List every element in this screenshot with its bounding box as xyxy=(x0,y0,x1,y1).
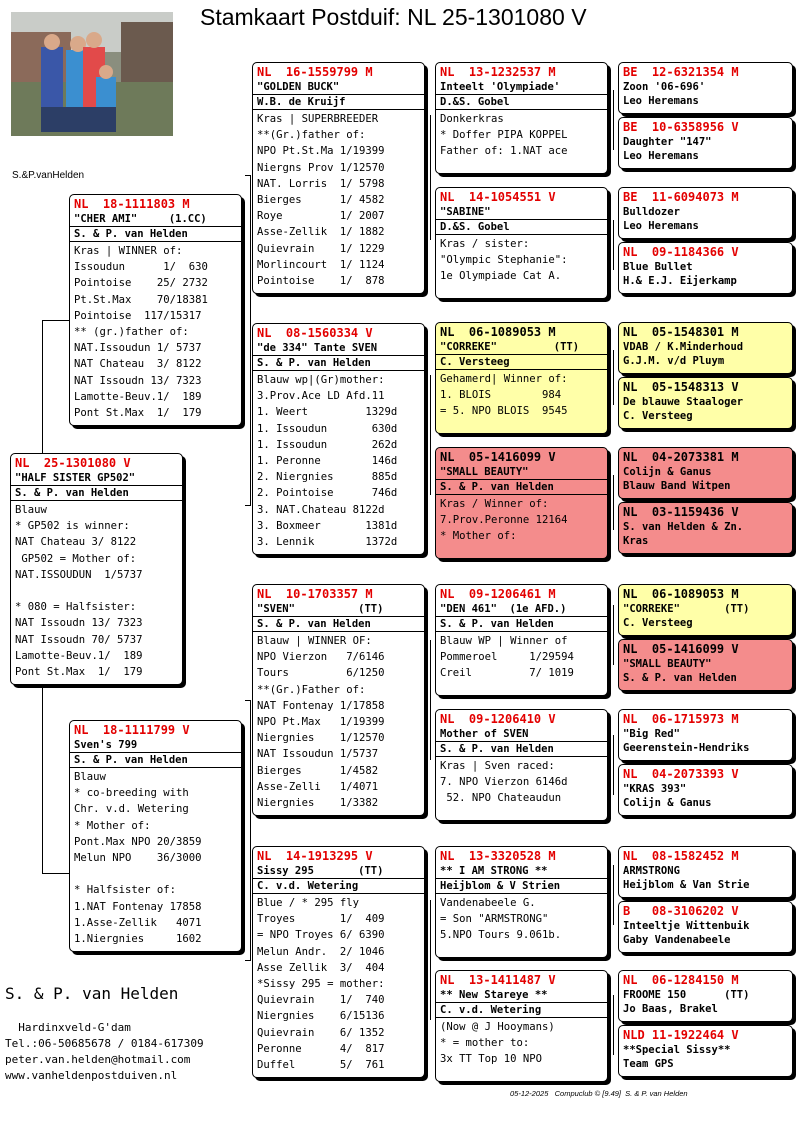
ring-number: BE 12-6321354 M xyxy=(623,65,739,79)
note-line xyxy=(74,866,237,882)
note-line: Melun Andr. 2/ 1046 xyxy=(257,945,385,958)
connector xyxy=(613,995,614,1055)
note-line: NAT.Issoudun 1/ 5737 xyxy=(74,342,202,355)
note-line: **(Gr.)father of: xyxy=(257,129,366,142)
pigeon-name: Sissy 295 (TT) xyxy=(257,865,384,877)
note-line: Tours 6/1250 xyxy=(257,667,385,680)
pedigree-card-mfm[interactable] xyxy=(435,709,608,821)
connector xyxy=(250,175,251,505)
note-line: Blauw WP | Winner of xyxy=(440,635,568,647)
pedigree-card-fmm[interactable] xyxy=(435,447,608,559)
pedigree-card-g10[interactable] xyxy=(618,639,793,691)
note-line: 1.NAT Fontenay 17858 xyxy=(74,900,202,913)
pigeon-owner: D.&S. Gobel xyxy=(436,219,607,234)
connector xyxy=(613,865,614,925)
note-line: Peronne 4/ 817 xyxy=(257,1042,385,1055)
connector xyxy=(42,320,69,321)
pigeon-owner: S. & P. van Helden xyxy=(623,672,737,684)
note-line: NAT Fontenay 1/17858 xyxy=(257,699,385,712)
note-line: Niergnies 6/15136 xyxy=(257,1010,385,1023)
note-line: Issoudun 1/ 630 xyxy=(74,261,208,274)
connector xyxy=(250,700,251,960)
ring-number: NL 13-3320528 M xyxy=(440,849,556,863)
note-line: Gehamerd| Winner of: xyxy=(440,373,568,385)
ring-number: NL 10-1703357 M xyxy=(257,587,373,601)
pigeon-owner: Blauw Band Witpen xyxy=(623,480,731,492)
pigeon-name: "SABINE" xyxy=(440,206,491,218)
pigeon-name: "KRAS 393" xyxy=(623,783,687,795)
note-line: Kras / Winner of: xyxy=(440,498,549,510)
connector xyxy=(613,350,614,405)
note-line: NPO Vierzon 7/6146 xyxy=(257,651,385,664)
ring-number: NL 04-2073381 M xyxy=(623,450,739,464)
note-line: Pointoise 25/ 2732 xyxy=(74,277,208,290)
pigeon-owner: C. Versteeg xyxy=(623,410,693,422)
note-line: = 5. NPO BLOIS 9545 xyxy=(440,405,568,418)
note-line: Niergnies 1/12570 xyxy=(257,732,385,745)
note-line: Father of: 1.NAT ace xyxy=(440,145,568,158)
pedigree-card-subject[interactable] xyxy=(10,453,183,685)
pedigree-card-fmf[interactable] xyxy=(435,322,608,434)
ring-number: NL 25-1301080 V xyxy=(15,456,131,470)
ring-number: NL 13-1232537 M xyxy=(440,65,556,79)
pedigree-card-g1[interactable] xyxy=(618,62,793,114)
note-line: Asse-Zellik 1/ 1882 xyxy=(257,226,385,239)
pigeon-owner: C. v.d. Wetering xyxy=(253,878,424,893)
note-line: NAT.ISSOUDUN 1/5737 xyxy=(15,568,143,581)
note-line: Kras | SUPERBREEDER xyxy=(257,113,379,125)
note-line: Pointoise 117/15317 xyxy=(74,309,202,322)
note-line: * Halfsister of: xyxy=(74,884,177,897)
note-line: Asse Zellik 3/ 404 xyxy=(257,961,385,974)
note-line: NPO Pt.Max 1/19399 xyxy=(257,716,385,729)
ring-number: NL 06-1089053 M xyxy=(623,587,739,601)
note-line: Quievrain 6/ 1352 xyxy=(257,1026,385,1039)
pigeon-owner: Geerenstein-Hendriks xyxy=(623,742,750,754)
note-line xyxy=(15,583,178,599)
pigeon-name: "GOLDEN BUCK" xyxy=(257,81,340,93)
connector xyxy=(42,873,69,874)
note-line: * co-breeding with xyxy=(74,787,189,800)
pigeon-name: ** I AM STRONG ** xyxy=(440,865,548,877)
note-line: 1. BLOIS 984 xyxy=(440,389,562,402)
pedigree-card-mm[interactable] xyxy=(252,846,425,1078)
note-line: Niergns Prov 1/12570 xyxy=(257,161,385,174)
pigeon-name: "CORREKE" (TT) xyxy=(440,341,580,353)
note-line: = Son "ARMSTRONG" xyxy=(440,913,549,926)
ring-number: NL 05-1416099 V xyxy=(440,450,556,464)
pigeon-owner: Team GPS xyxy=(623,1058,674,1070)
note-line: NAT Chateau 3/ 8122 xyxy=(74,358,202,371)
pigeon-name: "CORREKE" (TT) xyxy=(623,603,750,615)
note-line: Pt.St.Max 70/18381 xyxy=(74,293,208,306)
print-info: 05-12-2025 Compuclub © [9.49] S. & P. van Helden xyxy=(510,1089,688,1098)
connector xyxy=(42,688,43,873)
pedigree-card-g15[interactable] xyxy=(618,970,793,1022)
breeder-name: S. & P. van Helden xyxy=(5,984,179,1003)
pigeon-name: Zoon '06-696' xyxy=(623,81,706,93)
pigeon-name: De blauwe Staaloger xyxy=(623,396,744,408)
note-line: Kras / sister: xyxy=(440,238,530,250)
pedigree-card-g11[interactable] xyxy=(618,709,793,761)
note-line: NAT Issoudn 70/ 5737 xyxy=(15,633,143,646)
pigeon-notes xyxy=(436,631,607,682)
note-line: Troyes 1/ 409 xyxy=(257,913,385,926)
note-line: Bierges 1/4582 xyxy=(257,764,379,777)
pigeon-name: "CHER AMI" (1.CC) xyxy=(74,213,207,225)
pigeon-notes xyxy=(436,494,607,545)
pigeon-name: VDAB / K.Minderhoud xyxy=(623,341,744,353)
ring-number: NL 13-1411487 V xyxy=(440,973,556,987)
pigeon-owner: D.&S. Gobel xyxy=(436,94,607,109)
pedigree-card-g6[interactable] xyxy=(618,377,793,429)
note-line: ** (gr.)father of: xyxy=(74,326,189,339)
note-line: Chr. v.d. Wetering xyxy=(74,803,189,816)
note-line: * = mother to: xyxy=(440,1037,530,1050)
note-line: 5.NPO Tours 9.061b. xyxy=(440,929,562,942)
pedigree-card-g5[interactable] xyxy=(618,322,793,374)
pigeon-owner: S. & P. van Helden xyxy=(70,752,241,767)
note-line: Roye 1/ 2007 xyxy=(257,210,385,223)
breeder-contact xyxy=(5,1020,204,1084)
note-line: NAT Issoudn 13/ 7323 xyxy=(74,374,202,387)
note-line: Blauw xyxy=(74,771,106,783)
ring-number: NL 05-1548301 M xyxy=(623,325,739,339)
pedigree-card-mmf[interactable] xyxy=(435,846,608,958)
note-line: Creil 7/ 1019 xyxy=(440,667,574,680)
contact-phone: Tel.:06-50685678 / 0184-617309 xyxy=(5,1037,204,1050)
pigeon-notes xyxy=(253,109,424,289)
ring-number: NL 03-1159436 V xyxy=(623,505,739,519)
contact-email[interactable]: peter.van.helden@hotmail.com xyxy=(5,1053,191,1066)
pigeon-owner: Gaby Vandenabeele xyxy=(623,934,731,946)
pigeon-name: FROOME 150 (TT) xyxy=(623,989,750,1001)
pigeon-notes xyxy=(436,234,607,285)
connector xyxy=(245,175,251,176)
connector xyxy=(245,960,251,961)
pigeon-notes xyxy=(70,767,241,947)
contact-website[interactable]: www.vanheldenpostduiven.nl xyxy=(5,1069,178,1082)
ring-number: NL 06-1284150 M xyxy=(623,973,739,987)
pedigree-card-mmm[interactable] xyxy=(435,970,608,1082)
pigeon-name: "HALF SISTER GP502" xyxy=(15,472,136,484)
note-line: Blauw | WINNER OF: xyxy=(257,635,372,647)
pigeon-owner: Heijblom & Van Strie xyxy=(623,879,750,891)
pigeon-owner: Kras xyxy=(623,535,649,547)
note-line: Morlincourt 1/ 1124 xyxy=(257,258,385,271)
note-line: Pont.Max NPO 20/3859 xyxy=(74,835,202,848)
connector xyxy=(613,605,614,665)
pigeon-owner: Colijn & Ganus xyxy=(623,797,712,809)
note-line: 3. NAT.Chateau 8122d xyxy=(257,503,385,516)
ring-number: NL 14-1913295 V xyxy=(257,849,373,863)
pigeon-name: "Big Red" xyxy=(623,728,680,740)
note-line: Vandenabeele G. xyxy=(440,897,536,909)
pigeon-owner: W.B. de Kruijf xyxy=(253,94,424,109)
note-line: NAT Issoudun 1/5737 xyxy=(257,748,379,761)
ring-number: NL 09-1206461 M xyxy=(440,587,556,601)
note-line: 1.Niergnies 1602 xyxy=(74,933,202,946)
connector xyxy=(42,320,43,455)
connector xyxy=(245,700,251,701)
pigeon-notes xyxy=(436,369,607,420)
pedigree-card-father[interactable] xyxy=(69,194,242,426)
note-line: Donkerkras xyxy=(440,113,504,125)
pedigree-card-g13[interactable] xyxy=(618,846,793,898)
note-line: Duffel 5/ 761 xyxy=(257,1059,385,1072)
note-line: * Mother of: xyxy=(440,530,517,543)
pigeon-name: Blue Bullet xyxy=(623,261,693,273)
connector xyxy=(430,900,431,1020)
pigeon-owner: Jo Baas, Brakel xyxy=(623,1003,718,1015)
note-line: = NPO Troyes 6/ 6390 xyxy=(257,929,385,942)
note-line: 1. Issoudun 262d xyxy=(257,438,398,451)
pedigree-card-mf[interactable] xyxy=(252,584,425,816)
note-line: Blauw xyxy=(15,504,47,516)
pigeon-owner: Leo Heremans xyxy=(623,150,699,162)
connector xyxy=(613,735,614,795)
note-line: 3. Boxmeer 1381d xyxy=(257,519,398,532)
pigeon-owner: C. Versteeg xyxy=(436,354,607,369)
pigeon-name: Inteelt 'Olympiade' xyxy=(440,81,561,93)
note-line: 2. Pointoise 746d xyxy=(257,487,398,500)
pedigree-card-ff[interactable] xyxy=(252,62,425,294)
pigeon-name: S. van Helden & Zn. xyxy=(623,521,744,533)
note-line: Lamotte-Beuv.1/ 189 xyxy=(74,390,202,403)
pigeon-owner: C. v.d. Wetering xyxy=(436,1002,607,1017)
ring-number: NL 16-1559799 M xyxy=(257,65,373,79)
ring-number: NL 14-1054551 V xyxy=(440,190,556,204)
pigeon-name: ** New Stareye ** xyxy=(440,989,548,1001)
pigeon-notes xyxy=(253,370,424,550)
pigeon-name: Mother of SVEN xyxy=(440,728,529,740)
note-line: Melun NPO 36/3000 xyxy=(74,852,202,865)
pedigree-card-mother[interactable] xyxy=(69,720,242,952)
note-line: Bierges 1/ 4582 xyxy=(257,194,385,207)
pigeon-name: "de 334" Tante SVEN xyxy=(257,342,378,354)
connector xyxy=(613,90,614,150)
note-line: NPO Pt.St.Ma 1/19399 xyxy=(257,145,385,158)
ring-number: NL 18-1111799 V xyxy=(74,723,190,737)
pedigree-card-g14[interactable] xyxy=(618,901,793,953)
pigeon-notes xyxy=(253,631,424,811)
note-line: 1. Peronne 146d xyxy=(257,455,398,468)
pigeon-owner: S. & P. van Helden xyxy=(436,616,607,631)
note-line: 7. NPO Vierzon 6146d xyxy=(440,776,568,789)
pigeon-name: "DEN 461" (1e AFD.) xyxy=(440,603,567,615)
pedigree-card-ffm[interactable] xyxy=(435,187,608,299)
pedigree-card-fm[interactable] xyxy=(252,323,425,555)
note-line: Pont St.Max 1/ 179 xyxy=(15,666,143,679)
pigeon-notes xyxy=(11,500,182,680)
pedigree-card-g16[interactable] xyxy=(618,1025,793,1077)
breeder-photo xyxy=(11,12,173,136)
ring-number: NLD 11-1922464 V xyxy=(623,1028,739,1042)
pedigree-card-g12[interactable] xyxy=(618,764,793,816)
ring-number: NL 06-1715973 M xyxy=(623,712,739,726)
note-line: Kras | Sven raced: xyxy=(440,760,555,772)
note-line: Asse-Zelli 1/4071 xyxy=(257,780,379,793)
ring-number: BE 11-6094073 M xyxy=(623,190,739,204)
connector xyxy=(430,375,431,495)
note-line: **(Gr.)Father of: xyxy=(257,683,366,696)
ring-number: NL 09-1184366 V xyxy=(623,245,739,259)
pigeon-notes xyxy=(436,1017,607,1068)
pedigree-card-g8[interactable] xyxy=(618,502,793,554)
note-line: 1.Asse-Zellik 4071 xyxy=(74,916,202,929)
pedigree-card-g2[interactable] xyxy=(618,117,793,169)
ring-number: NL 05-1548313 V xyxy=(623,380,739,394)
pigeon-name: "SVEN" (TT) xyxy=(257,603,384,615)
note-line: Quievrain 1/ 740 xyxy=(257,994,385,1007)
ring-number: B 08-3106202 V xyxy=(623,904,739,918)
note-line: NAT Chateau 3/ 8122 xyxy=(15,536,137,549)
pigeon-notes xyxy=(436,756,607,807)
note-line: Niergnies 1/3382 xyxy=(257,797,379,810)
pigeon-owner: G.J.M. v/d Pluym xyxy=(623,355,725,367)
pedigree-card-g9[interactable] xyxy=(618,584,793,636)
contact-location: Hardinxveld-G'dam xyxy=(5,1021,131,1034)
connector xyxy=(430,640,431,760)
note-line: (Now @ J Hooymans) xyxy=(440,1021,555,1033)
breeder-label: S.&P.vanHelden xyxy=(12,170,85,181)
pigeon-owner: Leo Heremans xyxy=(623,95,699,107)
pedigree-card-fff[interactable] xyxy=(435,62,608,174)
pigeon-owner: S. & P. van Helden xyxy=(436,741,607,756)
note-line: Kras | WINNER of: xyxy=(74,245,183,257)
pigeon-name: Sven's 799 xyxy=(74,739,138,751)
connector xyxy=(245,505,251,506)
pigeon-owner: S. & P. van Helden xyxy=(70,226,241,241)
note-line: 52. NPO Chateaudun xyxy=(440,792,562,805)
pedigree-card-g4[interactable] xyxy=(618,242,793,294)
pigeon-owner: C. Versteeg xyxy=(623,617,693,629)
pigeon-owner: S. & P. van Helden xyxy=(436,479,607,494)
pigeon-name: Daughter "147" xyxy=(623,136,712,148)
pigeon-notes xyxy=(70,241,241,421)
note-line: Blue / * 295 fly xyxy=(257,897,360,909)
page-title: Stamkaart Postduif: NL 25-1301080 V xyxy=(200,4,587,30)
note-line: *Sissy 295 = mother: xyxy=(257,978,385,991)
pigeon-notes xyxy=(436,109,607,160)
note-line: * 080 = Halfsister: xyxy=(15,601,137,614)
note-line: * Mother of: xyxy=(74,819,151,832)
note-line: 3. Lennik 1372d xyxy=(257,536,398,549)
ring-number: BE 10-6358956 V xyxy=(623,120,739,134)
pigeon-owner: S. & P. van Helden xyxy=(11,485,182,500)
pedigree-card-mff[interactable] xyxy=(435,584,608,696)
ring-number: NL 08-1582452 M xyxy=(623,849,739,863)
pigeon-name: Inteeltje Wittenbuik xyxy=(623,920,750,932)
pigeon-name: "SMALL BEAUTY" xyxy=(440,466,529,478)
note-line: Quievrain 1/ 1229 xyxy=(257,242,385,255)
note-line: Lamotte-Beuv.1/ 189 xyxy=(15,649,143,662)
note-line: NAT Issoudn 13/ 7323 xyxy=(15,617,143,630)
pedigree-card-g3[interactable] xyxy=(618,187,793,239)
pedigree-card-g7[interactable] xyxy=(618,447,793,499)
ring-number: NL 09-1206410 V xyxy=(440,712,556,726)
pigeon-name: Bulldozer xyxy=(623,206,680,218)
note-line: 3.Prov.Ace LD Afd.11 xyxy=(257,390,385,403)
note-line: * Doffer PIPA KOPPEL xyxy=(440,129,568,142)
pigeon-owner: S. & P. van Helden xyxy=(253,355,424,370)
note-line: 1. Weert 1329d xyxy=(257,406,398,419)
note-line: Pointoise 1/ 878 xyxy=(257,275,385,288)
note-line: Pommeroel 1/29594 xyxy=(440,651,574,664)
pigeon-owner: Heijblom & V Strien xyxy=(436,878,607,893)
connector xyxy=(613,475,614,530)
pigeon-owner: S. & P. van Helden xyxy=(253,616,424,631)
note-line: 1. Issoudun 630d xyxy=(257,422,398,435)
pigeon-name: ARMSTRONG xyxy=(623,865,680,877)
note-line: Blauw wp|(Gr)mother: xyxy=(257,374,385,386)
pigeon-owner: Leo Heremans xyxy=(623,220,699,232)
note-line: Pont St.Max 1/ 179 xyxy=(74,407,202,420)
note-line: 1e Olympiade Cat A. xyxy=(440,270,562,283)
pigeon-name: "SMALL BEAUTY" xyxy=(623,658,712,670)
pigeon-notes xyxy=(436,893,607,944)
note-line: 2. Niergnies 885d xyxy=(257,471,398,484)
note-line: 3x TT Top 10 NPO xyxy=(440,1053,543,1066)
ring-number: NL 06-1089053 M xyxy=(440,325,556,339)
pigeon-notes xyxy=(253,893,424,1073)
note-line: GP502 = Mother of: xyxy=(15,552,137,565)
ring-number: NL 18-1111803 M xyxy=(74,197,190,211)
note-line: NAT. Lorris 1/ 5798 xyxy=(257,177,385,190)
note-line: 7.Prov.Peronne 12164 xyxy=(440,514,568,527)
ring-number: NL 05-1416099 V xyxy=(623,642,739,656)
note-line: * GP502 is winner: xyxy=(15,520,130,533)
pigeon-owner: H.& E.J. Eijerkamp xyxy=(623,275,737,287)
pigeon-name: **Special Sissy** xyxy=(623,1044,731,1056)
connector xyxy=(613,220,614,270)
pigeon-name: Colijn & Ganus xyxy=(623,466,712,478)
ring-number: NL 08-1560334 V xyxy=(257,326,373,340)
ring-number: NL 04-2073393 V xyxy=(623,767,739,781)
note-line: "Olympic Stephanie": xyxy=(440,254,568,267)
connector xyxy=(430,115,431,240)
